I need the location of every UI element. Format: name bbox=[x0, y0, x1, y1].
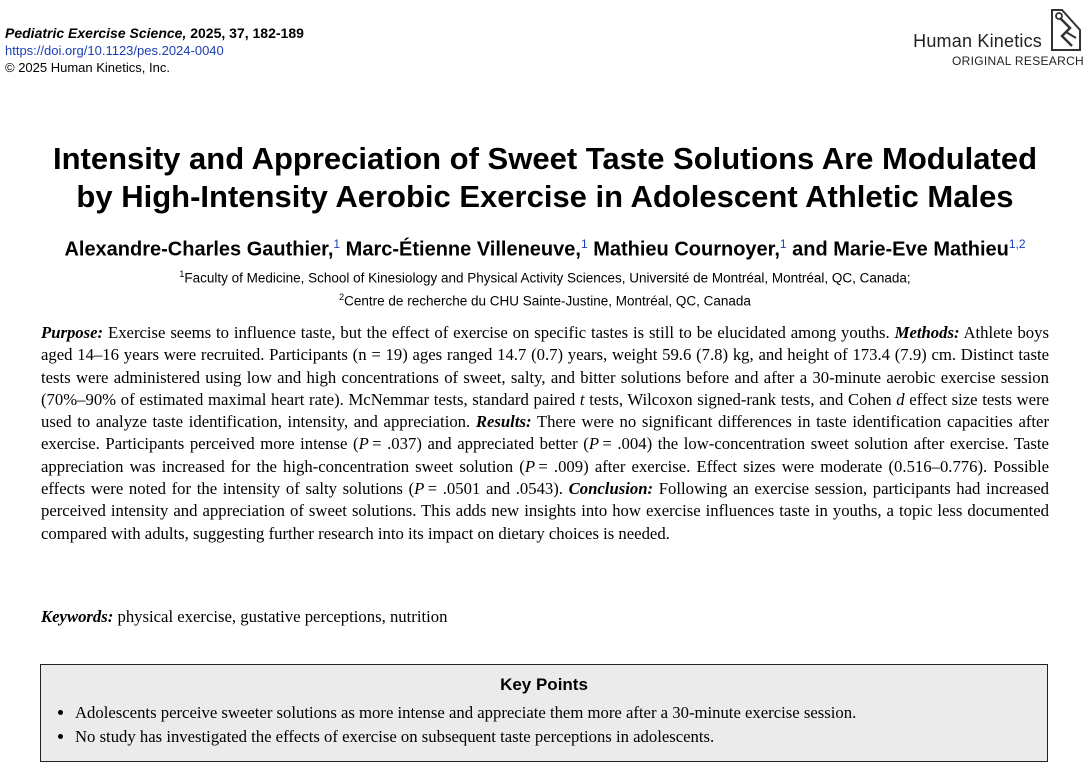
author-affiliation-ref[interactable]: 1 bbox=[580, 237, 588, 251]
journal-citation bbox=[5, 25, 304, 42]
affiliation-text: Faculty of Medicine, School of Kinesiology and Physical Activity Sciences, Université de Montréal, Montréal, QC, Canada; bbox=[184, 270, 911, 286]
methods-text: tests, Wilcoxon signed-rank tests, and Cohen bbox=[589, 389, 892, 409]
publisher-header bbox=[913, 8, 1084, 68]
purpose-label: Purpose: bbox=[41, 323, 104, 342]
human-kinetics-logo-icon bbox=[1048, 8, 1084, 52]
methods-text: effect size tests were used to analyze taste identification, intensity, and appreciation. bbox=[41, 389, 1050, 432]
article-type: ORIGINAL RESEARCH bbox=[951, 54, 1084, 68]
keywords-label: Keywords: bbox=[41, 607, 114, 626]
methods-text: Athlete boys aged 14–16 years were recruited. Participants (n = 19) ages ranged 14.7 (0.7) years, weight 59.6 (7.8) kg, and height of 173.4 (7.9) cm. Distinct taste tests were administered using low and high concentrations of sweet, salty, and bitter solutions before and after a 30-minute aerobic exercise session (70%–90% of estimated maximal heart rate). McNemmar tests, standard paired bbox=[41, 323, 1049, 409]
purpose-text: Exercise seems to influence taste, but the effect of exercise on specific tastes is still to be elucidated among youths. bbox=[108, 323, 890, 342]
abstract bbox=[41, 322, 1049, 545]
title-line: by High-Intensity Aerobic Exercise in Adolescent Athletic Males bbox=[76, 179, 1014, 214]
keywords bbox=[41, 607, 447, 627]
key-point-item: • No study has investigated the effects of exercise on subsequent taste perceptions in adolescents. bbox=[75, 725, 1047, 749]
affiliation-text: Centre de recherche du CHU Sainte-Justine, Montréal, QC, Canada bbox=[344, 293, 751, 308]
publisher-name: Human Kinetics bbox=[913, 30, 1042, 51]
affiliation bbox=[0, 288, 1090, 311]
affiliation bbox=[0, 265, 1090, 288]
t-symbol: t bbox=[579, 389, 585, 409]
p-symbol: P bbox=[358, 434, 369, 454]
methods-label: Methods: bbox=[894, 323, 960, 342]
results-text: = .0501 and .0543). bbox=[427, 479, 563, 499]
results-text: There were no significant differences in taste identification capacities after exercise. Participants perceived more intense ( bbox=[41, 412, 1050, 454]
journal-header bbox=[5, 25, 304, 76]
results-label: Results: bbox=[475, 412, 532, 432]
p-symbol: P bbox=[524, 456, 536, 476]
author-affiliation-ref[interactable]: 1 bbox=[333, 237, 341, 251]
author-affiliation-ref[interactable]: 1 bbox=[779, 237, 787, 251]
doi-link[interactable]: https://doi.org/10.1123/pes.2024-0040 bbox=[5, 43, 224, 58]
copyright: © 2025 Human Kinetics, Inc. bbox=[5, 60, 170, 75]
keywords-text: physical exercise, gustative perceptions, nutrition bbox=[117, 607, 448, 626]
conclusion-label: Conclusion: bbox=[568, 479, 654, 499]
title-line: Intensity and Appreciation of Sweet Taste Solutions Are Modulated bbox=[52, 141, 1038, 176]
author-affiliation-ref[interactable]: 1,2 bbox=[1008, 237, 1026, 251]
volume-info: 2025, 37, 182-189 bbox=[190, 25, 304, 41]
author-list bbox=[0, 237, 1090, 262]
p-symbol: P bbox=[588, 434, 600, 454]
p-symbol: P bbox=[414, 479, 425, 499]
results-text: = .037) and appreciated better ( bbox=[372, 434, 589, 454]
d-symbol: d bbox=[896, 389, 905, 409]
affiliation-number: 2 bbox=[339, 291, 345, 302]
article-title bbox=[0, 140, 1090, 216]
affiliation-number: 1 bbox=[179, 269, 185, 279]
author-name: and Marie-Eve Mathieu bbox=[792, 238, 1009, 261]
journal-name: Pediatric Exercise Science, bbox=[5, 25, 187, 41]
author-name: Mathieu Cournoyer, bbox=[593, 238, 780, 261]
results-text: = .004) the low-concentration sweet solution after exercise. Taste appreciation was increased for the high-concentration sweet solution ( bbox=[41, 434, 1049, 476]
author-name: Marc-Étienne Villeneuve, bbox=[345, 238, 581, 261]
key-points-list bbox=[41, 701, 1047, 749]
conclusion-text: Following an exercise session, participants had increased perceived intensity and appreciation of sweet solutions. This adds new insights into how exercise influences taste in youths, a topic less documented compared with adults, suggesting further research into its impact on dietary choices is needed. bbox=[41, 479, 1049, 543]
results-text: = .009) after exercise. Effect sizes were moderate (0.516–0.776). Possible effects were noted for the intensity of salty solutions ( bbox=[41, 456, 1049, 499]
key-points-title: Key Points bbox=[500, 675, 588, 694]
key-point-item: • Adolescents perceive sweeter solutions as more intense and appreciate them more after a 30-minute exercise session. bbox=[75, 701, 1047, 725]
author-name: Alexandre-Charles Gauthier, bbox=[64, 238, 334, 261]
key-points-box bbox=[40, 664, 1048, 762]
affiliations bbox=[0, 265, 1090, 310]
